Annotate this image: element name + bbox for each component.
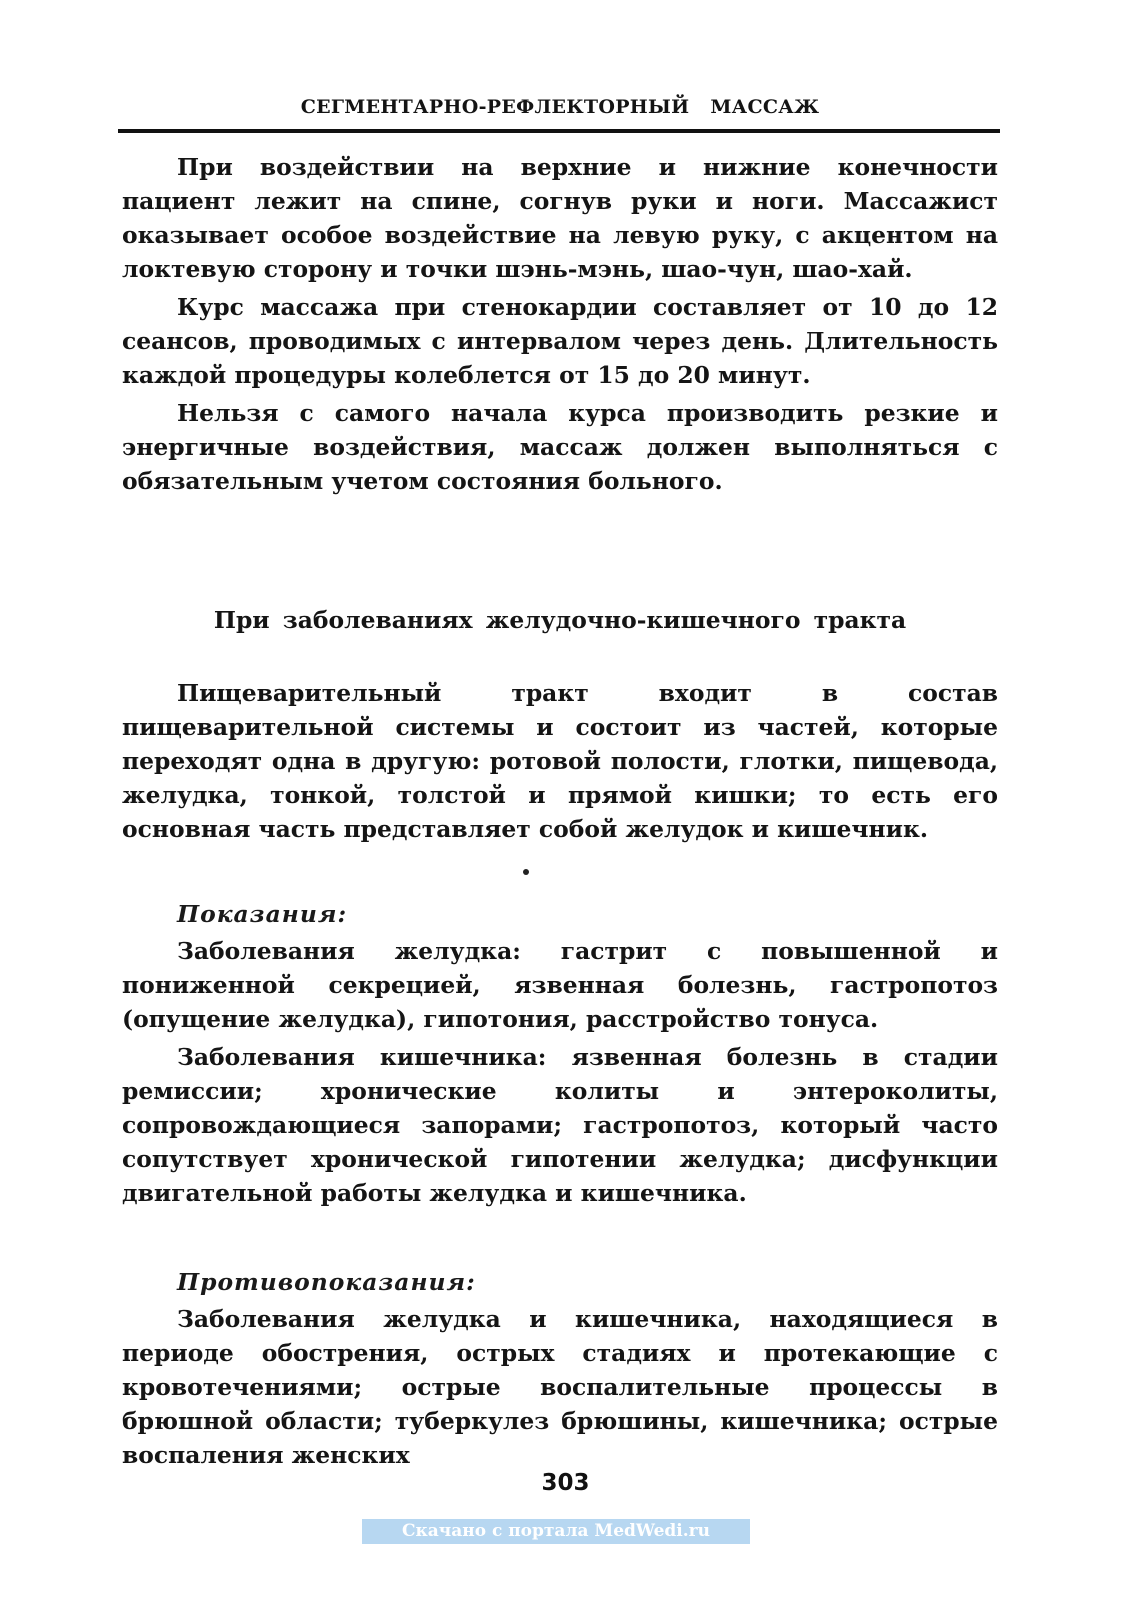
contraindications-text-block — [122, 1302, 998, 1476]
paragraph-limbs: При воздействии на верхние и нижние конечности пациент лежит на спине, согнув руки и ноги. Массажист оказывает особое воздействие на левую руку, с акцентом на локтевую сторону и точки шэнь-мэнь, шао-чун, шао-хай. — [122, 153, 998, 283]
section-heading: При заболеваниях желудочно-кишечного тракта — [213, 606, 907, 634]
indications-text-block — [122, 934, 998, 1214]
running-head: СЕГМЕНТАРНО-РЕФЛЕКТОРНЫЙ МАССАЖ — [300, 96, 820, 118]
paragraph-caution: Нельзя с самого начала курса производить резкие и энергичные воздействия, массаж должен выполняться с обязательным учетом состояния больного. — [122, 399, 998, 495]
paragraph-contraindications: Заболевания желудка и кишечника, находящиеся в периоде обострения, острых стадиях и протекающие с кровотечениями; острые воспалительные процессы в брюшной области; туберкулез брюшины, кишечника; острые воспаления женских — [122, 1305, 998, 1469]
contraindications-label: Противопоказания: — [177, 1268, 476, 1296]
paragraph-course: Курс массажа при стенокардии составляет от 10 до 12 сеансов, проводимых с интервалом через день. Длительность каждой процедуры колеблется от 15 до 20 минут. — [122, 293, 998, 389]
indications-label: Показания: — [177, 900, 348, 928]
watermark-banner: Скачано с портала MedWedi.ru — [362, 1519, 750, 1544]
top-text-block — [122, 150, 998, 502]
header-rule — [118, 129, 1000, 133]
paragraph-intestine-diseases: Заболевания кишечника: язвенная болезнь в стадии ремиссии; хронические колиты и энтероколиты, сопровождающиеся запорами; гастропотоз, который часто сопутствует хронической гипотении желудка; дисфункции двигательной работы желудка и кишечника. — [122, 1043, 998, 1207]
paragraph-stomach-diseases: Заболевания желудка: гастрит с повышенной и пониженной секрецией, язвенная болезнь, гастропотоз (опущение желудка), гипотония, расстройство тонуса. — [122, 937, 998, 1033]
paragraph-intro: Пищеварительный тракт входит в состав пищеварительной системы и состоит из частей, которые переходят одна в другую: ротовой полости, глотки, пищевода, желудка, тонкой, толстой и прямой кишки; то есть его основная часть представляет собой желудок и кишечник. — [122, 679, 998, 843]
stray-dot — [523, 869, 529, 875]
intro-text-block — [122, 676, 998, 850]
page-number: 303 — [541, 1470, 590, 1496]
